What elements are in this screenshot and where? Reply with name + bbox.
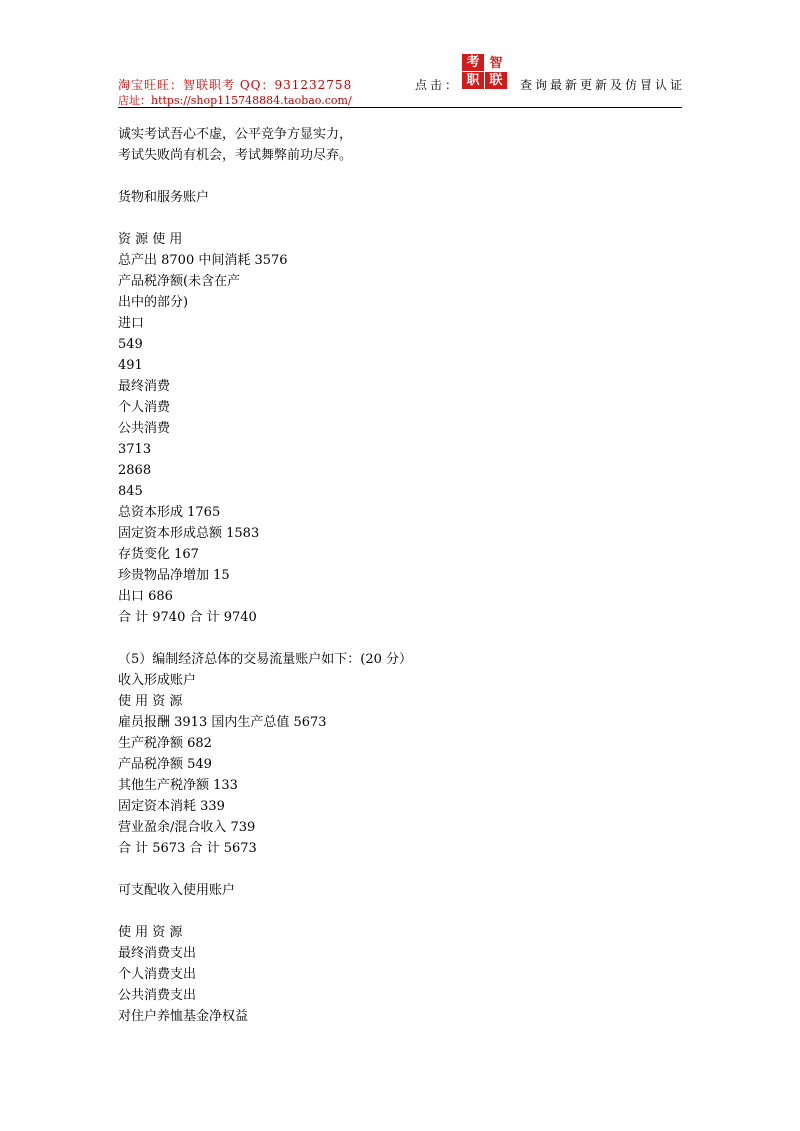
header-divider	[118, 107, 682, 108]
text-line: 生产税净额 682	[118, 736, 212, 751]
text-line: 总产出 8700 中间消耗 3576	[118, 253, 288, 268]
text-line: 个人消费支出	[118, 967, 197, 982]
click-label: 点击：	[415, 78, 461, 92]
text-line: 营业盈余/混合收入 739	[118, 820, 256, 835]
text-line: 491	[118, 358, 143, 373]
text-line: 进口	[118, 316, 145, 331]
text-line: 个人消费	[118, 400, 171, 415]
text-line	[118, 166, 682, 187]
text-line: 对住户养恤基金净权益	[118, 1009, 249, 1024]
text-line: 其他生产税净额 133	[118, 778, 238, 793]
text-line: 公共消费支出	[118, 988, 197, 1003]
text-line: 考试失败尚有机会，考试舞弊前功尽弃。	[118, 148, 353, 163]
text-line: 最终消费支出	[118, 946, 197, 961]
text-line: 雇员报酬 3913 国内生产总值 5673	[118, 715, 327, 730]
text-line	[118, 901, 682, 922]
text-line: 出中的部分)	[118, 295, 189, 310]
logo-char-kao: 考	[462, 54, 484, 71]
text-line: 珍贵物品净增加 15	[118, 568, 230, 583]
verify-link[interactable]: 查询最新更新及仿冒认证	[520, 78, 686, 92]
page-header	[118, 50, 686, 108]
logo-char-zhi2: 职	[462, 72, 484, 89]
question-line: （5）编制经济总体的交易流量账户如下：(20 分）	[118, 652, 413, 667]
text-line: 产品税净额(未含在产	[118, 274, 241, 289]
text-line: 549	[118, 337, 143, 352]
table-header: 使 用 资 源	[118, 694, 183, 709]
text-line: 公共消费	[118, 421, 171, 436]
section-title: 收入形成账户	[118, 673, 197, 688]
text-line: 总资本形成 1765	[118, 505, 221, 520]
section-title: 货物和服务账户	[118, 190, 210, 205]
text-line: 诚实考试吾心不虚，公平竞争方显实力，	[118, 127, 353, 142]
text-line: 产品税净额 549	[118, 757, 212, 772]
text-line	[118, 859, 682, 880]
text-line: 固定资本消耗 339	[118, 799, 225, 814]
text-line: 出口 686	[118, 589, 173, 604]
shop-info: 淘宝旺旺：智联职考 QQ：931232758	[118, 78, 353, 92]
text-line	[118, 208, 682, 229]
text-line: 3713	[118, 442, 152, 457]
logo-char-zhi: 智	[485, 55, 507, 72]
text-line: 存货变化 167	[118, 547, 199, 562]
document-body	[118, 124, 682, 1027]
text-line: 固定资本形成总额 1583	[118, 526, 260, 541]
total-line: 合 计 5673 合 计 5673	[118, 841, 257, 856]
table-header: 资 源 使 用	[118, 232, 183, 247]
section-title: 可支配收入使用账户	[118, 883, 236, 898]
text-line	[118, 628, 682, 649]
table-header: 使 用 资 源	[118, 925, 183, 940]
text-line: 最终消费	[118, 379, 171, 394]
text-line: 845	[118, 484, 143, 499]
total-line: 合 计 9740 合 计 9740	[118, 610, 257, 625]
brand-logo[interactable]	[462, 54, 508, 90]
logo-char-lian: 联	[485, 72, 507, 89]
text-line: 2868	[118, 463, 152, 478]
shop-url-link[interactable]: 店址：https://shop115748884.taobao.com/	[118, 94, 352, 107]
